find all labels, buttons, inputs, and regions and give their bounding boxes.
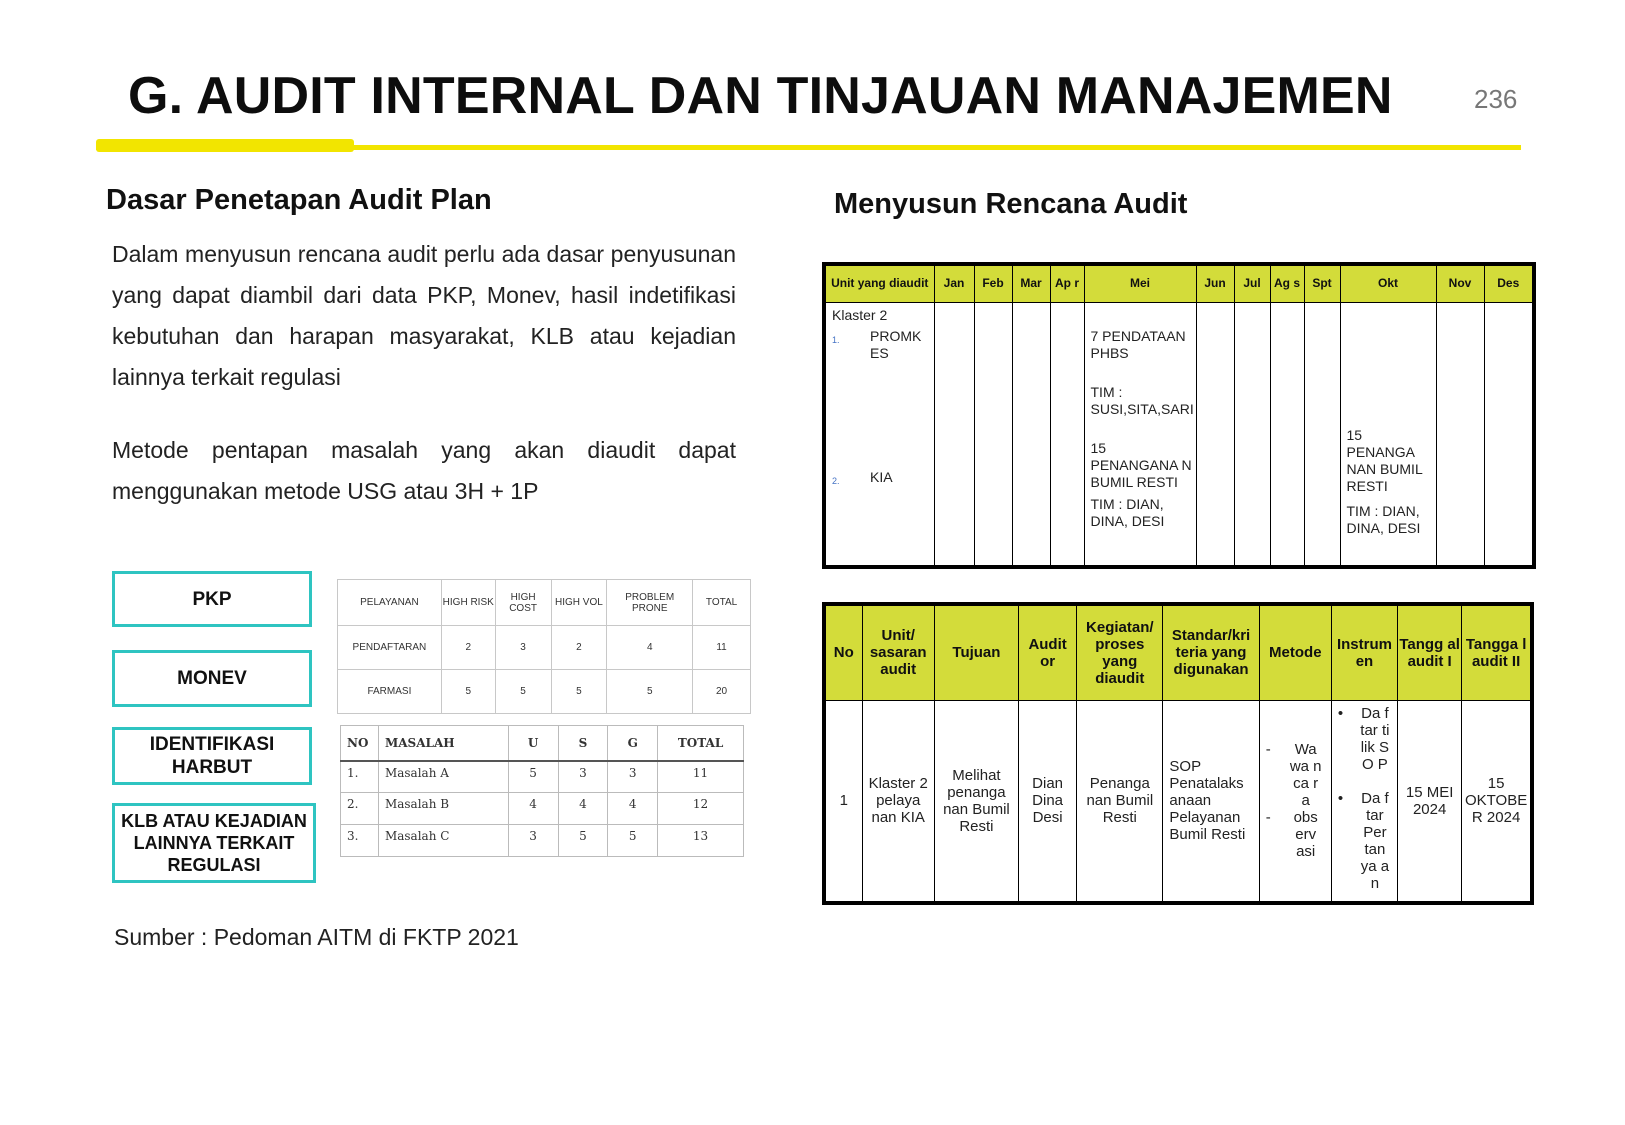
unit-name: PROMK ES [870,327,922,361]
table-cell: 5 [508,761,558,793]
table-cell: 5 [551,670,607,714]
table-cell: 3 [608,761,658,793]
table-cell: 20 [693,670,751,714]
list-item: Da ftar tilik SO P [1360,704,1390,773]
col-header: PROBLEM PRONE [607,580,693,626]
col-header: Mei [1084,264,1196,302]
col-header: TOTAL [693,580,751,626]
table-header-row [338,580,751,626]
box-monev: MONEV [112,650,312,707]
col-header: Unit yang diaudit [824,264,934,302]
table-header-row [341,726,744,761]
box-pkp: PKP [112,571,312,627]
table-cell: Masalah C [378,825,508,857]
pkp-scoring-table [337,579,751,714]
month-cell-mei [1084,302,1196,567]
col-header: HIGH RISK [441,580,495,626]
table-row [341,761,744,793]
table-cell: 3 [508,825,558,857]
col-header: Instrum en [1331,604,1397,700]
table-cell: 4 [508,793,558,825]
month-cell-okt [1340,302,1436,567]
schedule-entry: 7 PENDATAAN PHBS [1090,327,1186,361]
instrumen-cell: • Da ftar tilik SO P • Da ftar Per tan ya an [1331,700,1397,903]
month-cell [1436,302,1484,567]
col-header: TOTAL [658,726,744,761]
col-header: Jun [1196,264,1234,302]
audit-plan-table [822,262,1536,569]
col-header: Okt [1340,264,1436,302]
col-header: Tangg al audit I [1398,604,1462,700]
intro-paragraph: Dalam menyusun rencana audit perlu ada dasar penyusunan yang dapat diambil dari data PKP, Monev, hasil indetifikasi kebutuhan dan harapan masyarakat, KLB atau kejadian lainnya terkait regulasi [112,241,736,390]
col-header: HIGH VOL [551,580,607,626]
col-header: MASALAH [378,726,508,761]
title-underline-accent [96,139,354,152]
col-header: Jan [934,264,974,302]
audit-detail-table [822,602,1534,905]
list-item: obs erv asi [1293,808,1318,860]
table-row [338,670,751,714]
schedule-team: TIM : DIAN, DINA, DESI [1090,495,1165,529]
table-cell: PENDAFTARAN [338,626,442,670]
month-cell [934,302,974,567]
col-header: NO [341,726,379,761]
month-cell [1270,302,1304,567]
table-cell: 5 [495,670,551,714]
table-cell: 2 [551,626,607,670]
table-row [824,302,1534,567]
col-header: Nov [1436,264,1484,302]
col-header: Audit or [1019,604,1077,700]
table-cell: Masalah B [378,793,508,825]
table-header-row [824,264,1534,302]
month-cell [1234,302,1270,567]
table-cell: Dian Dina Desi [1019,700,1077,903]
col-header: Tujuan [934,604,1018,700]
table-cell: 5 [608,825,658,857]
table-row [341,825,744,857]
table-row [338,626,751,670]
col-header: Jul [1234,264,1270,302]
cluster-label: Klaster 2 [832,306,888,323]
left-heading: Dasar Penetapan Audit Plan [106,184,492,216]
page-title: G. AUDIT INTERNAL DAN TINJAUAN MANAJEMEN [128,67,1393,125]
table-row [341,793,744,825]
table-cell: 13 [658,825,744,857]
col-header: Metode [1259,604,1331,700]
table-header-row [824,604,1532,700]
table-cell: FARMASI [338,670,442,714]
metode-cell: - Wa wa nca ra - obs erv asi [1259,700,1331,903]
table-cell: Klaster 2 pelaya nan KIA [862,700,934,903]
table-cell: 4 [607,626,693,670]
month-cell [974,302,1012,567]
col-header: No [824,604,862,700]
table-cell: 12 [658,793,744,825]
table-cell: 2. [341,793,379,825]
col-header: Ap r [1050,264,1084,302]
table-cell: 1. [341,761,379,793]
table-cell: 11 [693,626,751,670]
col-header: Ag s [1270,264,1304,302]
col-header: Mar [1012,264,1050,302]
right-heading: Menyusun Rencana Audit [834,188,1188,220]
col-header: HIGH COST [495,580,551,626]
table-cell: 11 [658,761,744,793]
source-citation: Sumber : Pedoman AITM di FKTP 2021 [114,924,519,950]
table-cell: 3. [341,825,379,857]
table-cell: Melihat penanga nan Bumil Resti [934,700,1018,903]
table-cell: 3 [495,626,551,670]
schedule-team: TIM : SUSI,SITA,SARI [1090,383,1194,417]
month-cell [1196,302,1234,567]
month-cell [1484,302,1534,567]
list-number: 2. [832,475,840,486]
table-cell: 5 [607,670,693,714]
box-identifikasi-harbut: IDENTIFIKASI HARBUT [112,727,312,785]
col-header: G [608,726,658,761]
col-header: U [508,726,558,761]
table-cell: 2 [441,626,495,670]
table-cell: 4 [608,793,658,825]
table-cell: Masalah A [378,761,508,793]
month-cell [1012,302,1050,567]
table-cell: Penanga nan Bumil Resti [1077,700,1163,903]
page-number: 236 [1474,84,1518,114]
table-cell: 15 MEI 2024 [1398,700,1462,903]
unit-name: KIA [870,468,893,485]
table-cell: 5 [558,825,608,857]
method-paragraph: Metode pentapan masalah yang akan diaudit dapat menggunakan metode USG atau 3H + 1P [112,437,736,504]
schedule-team: TIM : DIAN, DINA, DESI [1346,502,1421,536]
month-cell [1304,302,1340,567]
col-header: Tangga l audit II [1462,604,1532,700]
col-header: PELAYANAN [338,580,442,626]
schedule-entry: 15 PENANGANA N BUMIL RESTI [1090,439,1192,490]
col-header: S [558,726,608,761]
unit-cell [824,302,934,567]
col-header: Feb [974,264,1012,302]
usg-scoring-table [340,725,744,857]
col-header: Kegiatan/ proses yang diaudit [1077,604,1163,700]
col-header: Unit/ sasaran audit [862,604,934,700]
col-header: Standar/kri teria yang digunakan [1163,604,1259,700]
table-cell: 4 [558,793,608,825]
table-cell: SOP Penatalaks anaan Pelayanan Bumil Resti [1163,700,1259,903]
table-cell: 15 OKTOBE R 2024 [1462,700,1532,903]
box-klb: KLB ATAU KEJADIAN LAINNYA TERKAIT REGULASI [112,803,316,883]
table-cell: 5 [441,670,495,714]
list-item: Da ftar Per tan ya an [1360,789,1390,892]
list-item: Wa wa nca ra [1289,740,1322,809]
schedule-entry: 15 PENANGA NAN BUMIL RESTI [1346,426,1423,494]
list-number: 1. [832,334,840,345]
table-row [824,700,1532,903]
month-cell [1050,302,1084,567]
table-cell: 3 [558,761,608,793]
col-header: Spt [1304,264,1340,302]
col-header: Des [1484,264,1534,302]
table-cell: 1 [824,700,862,903]
